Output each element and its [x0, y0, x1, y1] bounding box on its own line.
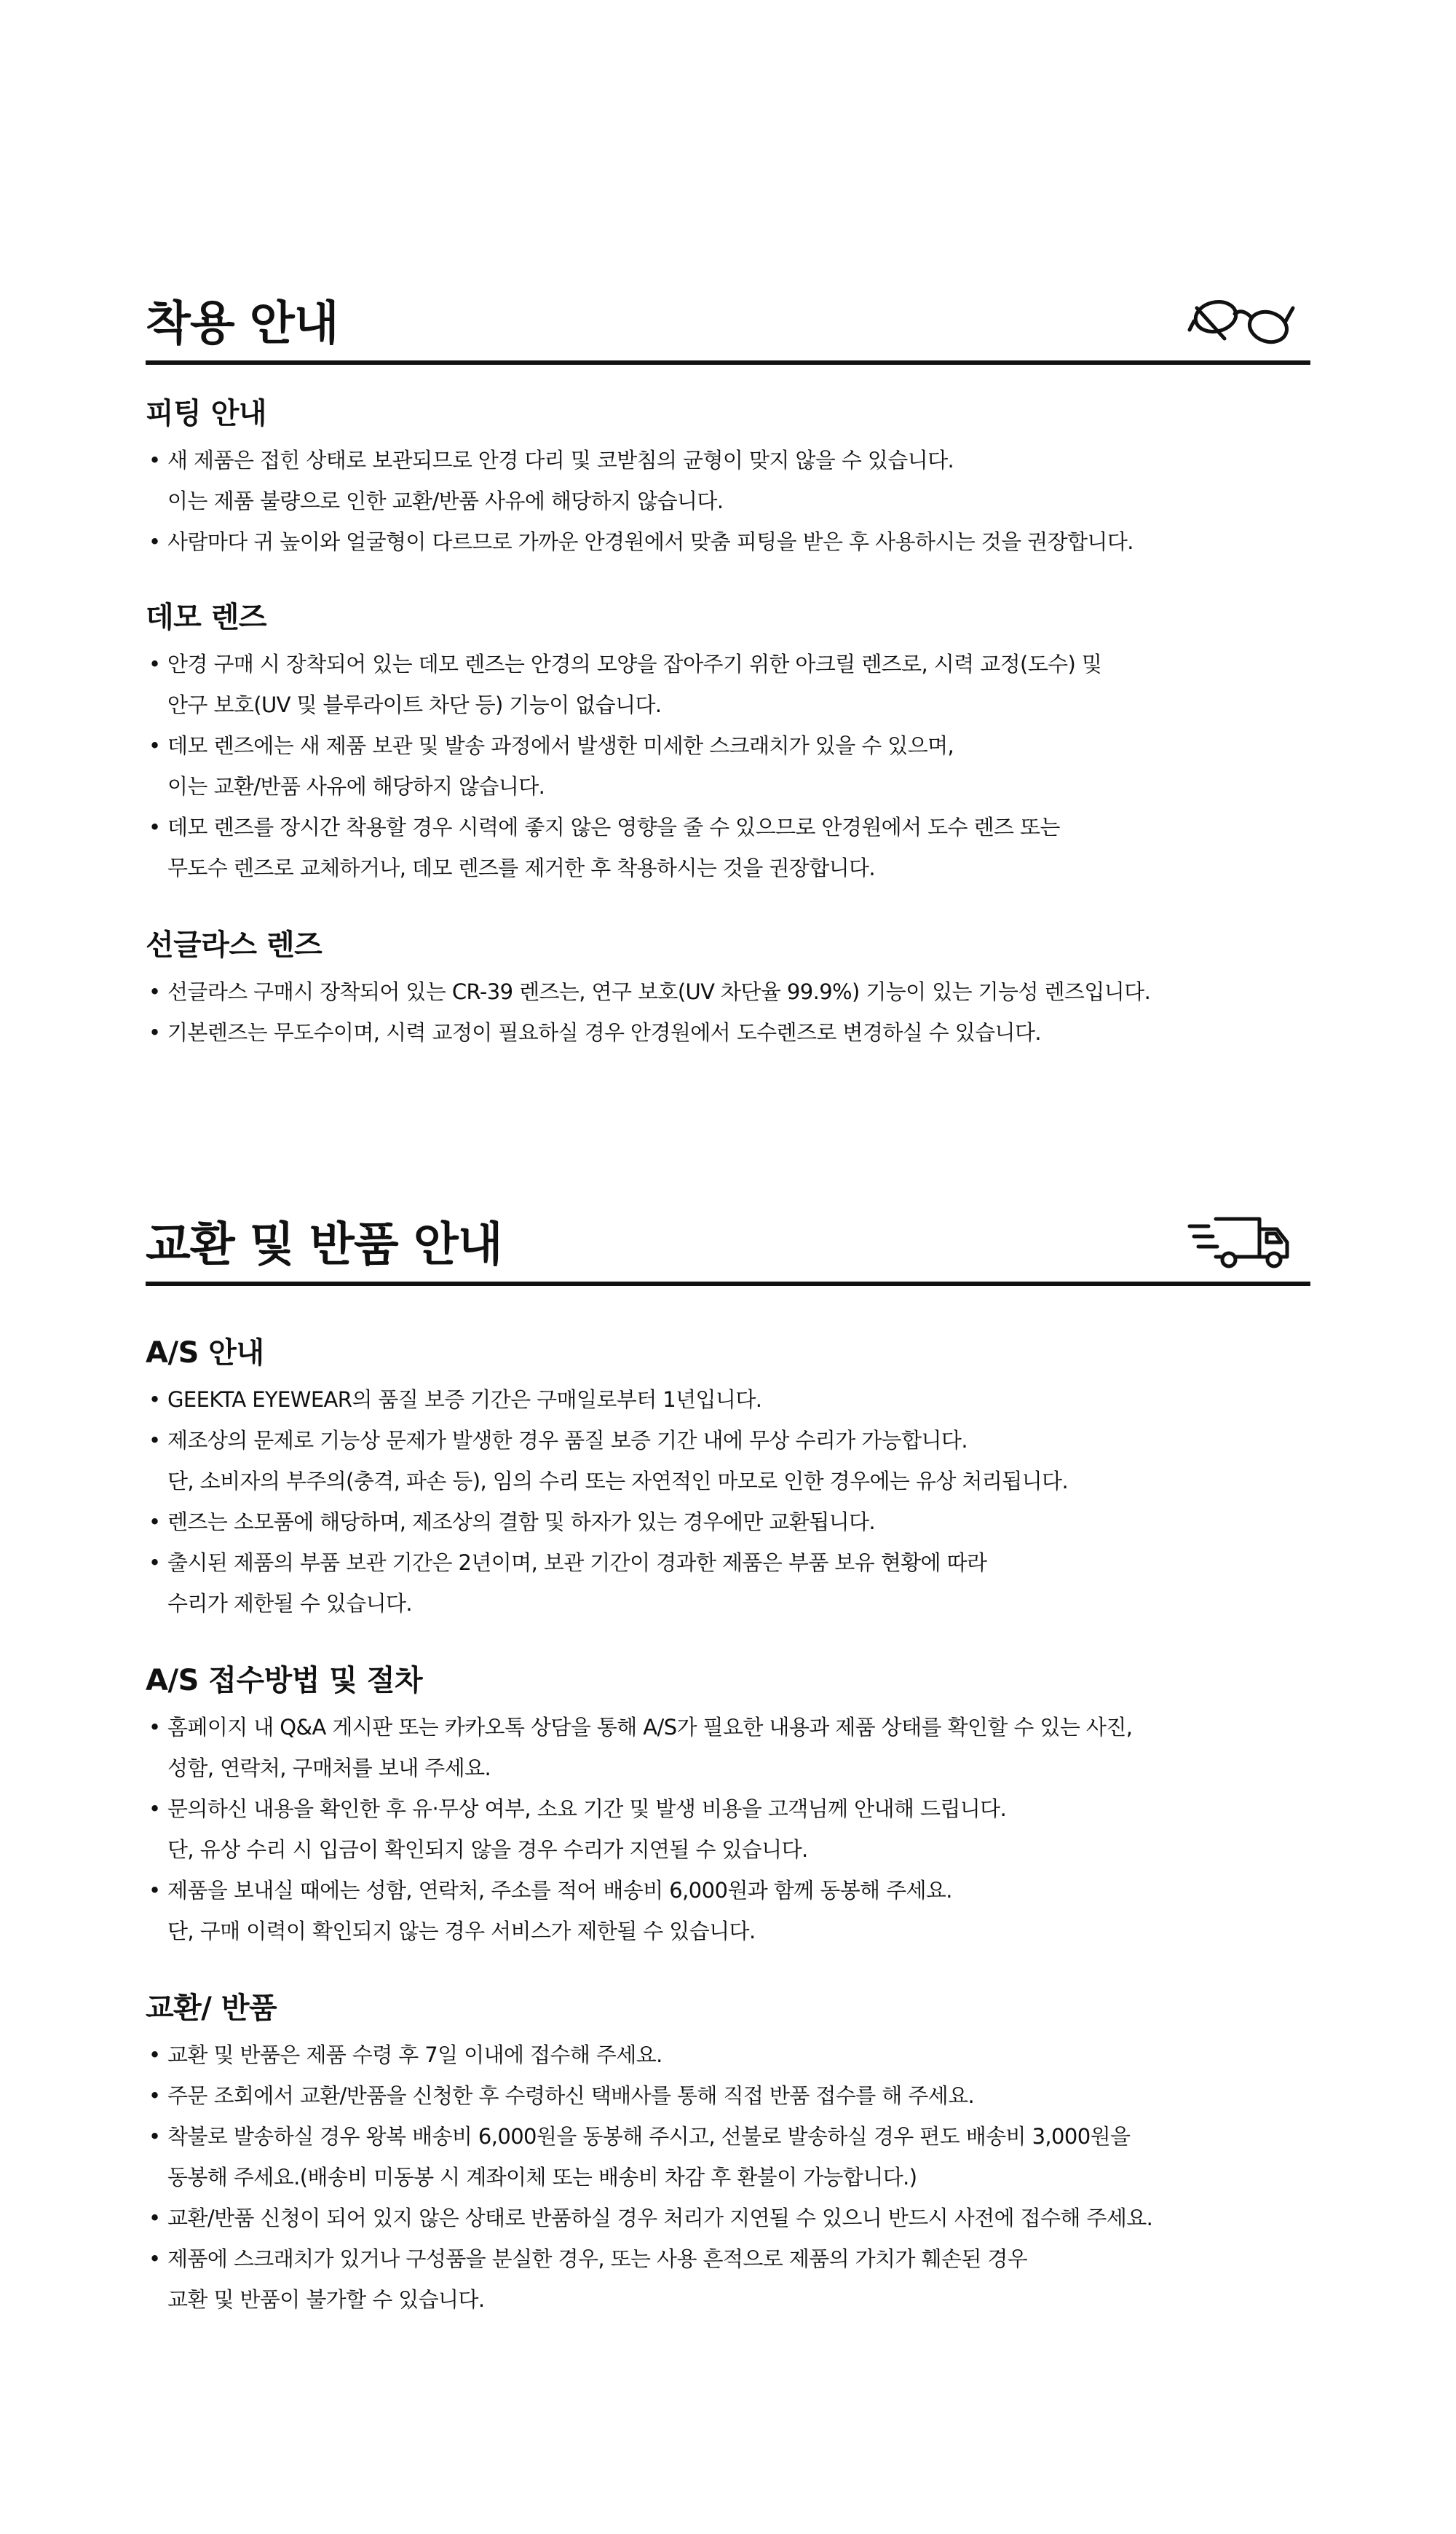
bullet-list: [146, 644, 1310, 888]
list-item-text: 홈페이지 내 Q&A 게시판 또는 카카오톡 상담을 통해 A/S가 필요한 내용과 제품 상태를 확인할 수 있는 사진, 성함, 연락처, 구매처를 보내 주세요.: [167, 1715, 1133, 1780]
subsection-title: 데모 렌즈: [146, 601, 266, 634]
list-item-text: 제조상의 문제로 기능상 문제가 발생한 경우 품질 보증 기간 내에 무상 수리가 가능합니다. 단, 소비자의 부주의(충격, 파손 등), 임의 수리 또는 자연적인 마모로 인한 경우에는 유상 처리됩니다.: [167, 1428, 1069, 1493]
bullet-list: [146, 2034, 1310, 2320]
list-item: • 기본렌즈는 무도수이며, 시력 교정이 필요하실 경우 안경원에서 도수렌즈로 변경하실 수 있습니다.: [149, 1020, 1041, 1045]
section-title: 교환 및 반품 안내: [146, 1218, 502, 1272]
list-item-text: 착불로 발송하실 경우 왕복 배송비 6,000원을 동봉해 주시고, 선불로 발송하실 경우 편도 배송비 3,000원을 동봉해 주세요.(배송비 미동봉 시 계좌이체 또는 배송비 차감 후 환불이 가능합니다.): [167, 2124, 1131, 2190]
list-item: • 문의하신 내용을 확인한 후 유·무상 여부, 소요 기간 및 발생 비용을 고객님께 안내해 드립니다. 단, 유상 수리 시 입금이 확인되지 않을 경우 수리가 지연될 수 있습니다.: [149, 1796, 1007, 1862]
section-divider: [146, 360, 1310, 365]
list-item-text: 사람마다 귀 높이와 얼굴형이 다르므로 가까운 안경원에서 맞춤 피팅을 받은 후 사용하시는 것을 권장합니다.: [167, 529, 1133, 554]
list-item: • 제품을 보내실 때에는 성함, 연락처, 주소를 적어 배송비 6,000원과 함께 동봉해 주세요. 단, 구매 이력이 확인되지 않는 경우 서비스가 제한될 수 있습니다.: [149, 1878, 952, 1943]
wearing-guide-section: [146, 288, 1310, 365]
subsection-title: 선글라스 렌즈: [146, 928, 323, 962]
list-item-text: 교환 및 반품은 제품 수령 후 7일 이내에 접수해 주세요.: [167, 2042, 662, 2067]
subsection-title: 교환/ 반품: [146, 1992, 277, 2025]
list-item: • 교환/반품 신청이 되어 있지 않은 상태로 반품하실 경우 처리가 지연될 수 있으니 반드시 사전에 접수해 주세요.: [149, 2206, 1153, 2230]
bullet-list: [146, 1379, 1310, 1624]
list-item-text: 제품에 스크래치가 있거나 구성품을 분실한 경우, 또는 사용 흔적으로 제품의 가치가 훼손된 경우 교환 및 반품이 불가할 수 있습니다.: [167, 2246, 1028, 2312]
list-item-text: 교환/반품 신청이 되어 있지 않은 상태로 반품하실 경우 처리가 지연될 수 있으니 반드시 사전에 접수해 주세요.: [167, 2206, 1153, 2230]
list-item-text: 데모 렌즈에는 새 제품 보관 및 발송 과정에서 발생한 미세한 스크래치가 있을 수 있으며, 이는 교환/반품 사유에 해당하지 않습니다.: [167, 733, 954, 799]
list-item: • 사람마다 귀 높이와 얼굴형이 다르므로 가까운 안경원에서 맞춤 피팅을 받은 후 사용하시는 것을 권장합니다.: [149, 529, 1133, 554]
list-item: • 안경 구매 시 장착되어 있는 데모 렌즈는 안경의 모양을 잡아주기 위한 아크릴 렌즈로, 시력 교정(도수) 및 안구 보호(UV 및 블루라이트 차단 등) 기능이 없습니다.: [149, 652, 1102, 717]
list-item: • 렌즈는 소모품에 해당하며, 제조상의 결함 및 하자가 있는 경우에만 교환됩니다.: [149, 1509, 876, 1534]
glasses-icon: [1187, 292, 1296, 353]
section-divider: [146, 1282, 1310, 1286]
bullet-list: [146, 1707, 1310, 1951]
subsection-demo-lens: [146, 597, 1310, 888]
section-title: 착용 안내: [146, 297, 339, 351]
list-item: • 제품에 스크래치가 있거나 구성품을 분실한 경우, 또는 사용 흔적으로 제품의 가치가 훼손된 경우 교환 및 반품이 불가할 수 있습니다.: [149, 2246, 1028, 2312]
bullet-list: [146, 440, 1310, 562]
list-item: • 새 제품은 접힌 상태로 보관되므로 안경 다리 및 코받침의 균형이 맞지 않을 수 있습니다. 이는 제품 불량으로 인한 교환/반품 사유에 해당하지 않습니다.: [149, 448, 954, 513]
list-item-text: 기본렌즈는 무도수이며, 시력 교정이 필요하실 경우 안경원에서 도수렌즈로 변경하실 수 있습니다.: [167, 1020, 1041, 1045]
list-item-text: 새 제품은 접힌 상태로 보관되므로 안경 다리 및 코받침의 균형이 맞지 않을 수 있습니다. 이는 제품 불량으로 인한 교환/반품 사유에 해당하지 않습니다.: [167, 448, 954, 513]
list-item-text: GEEKTA EYEWEAR의 품질 보증 기간은 구매일로부터 1년입니다.: [167, 1387, 762, 1412]
bullet-list: [146, 971, 1310, 1053]
subsection-as-procedure: [146, 1660, 1310, 1951]
list-item-text: 데모 렌즈를 장시간 착용할 경우 시력에 좋지 않은 영향을 줄 수 있으므로 안경원에서 도수 렌즈 또는 무도수 렌즈로 교체하거나, 데모 렌즈를 제거한 후 착용하시는 것을 권장합니다.: [167, 815, 1060, 880]
list-item: • 제조상의 문제로 기능상 문제가 발생한 경우 품질 보증 기간 내에 무상 수리가 가능합니다. 단, 소비자의 부주의(충격, 파손 등), 임의 수리 또는 자연적인 마모로 인한 경우에는 유상 처리됩니다.: [149, 1428, 1069, 1493]
list-item-text: 렌즈는 소모품에 해당하며, 제조상의 결함 및 하자가 있는 경우에만 교환됩니다.: [167, 1509, 876, 1534]
subsection-title: 피팅 안내: [146, 397, 266, 430]
subsection-title: A/S 접수방법 및 절차: [146, 1664, 423, 1697]
list-item: • 교환 및 반품은 제품 수령 후 7일 이내에 접수해 주세요.: [149, 2042, 662, 2067]
list-item: • GEEKTA EYEWEAR의 품질 보증 기간은 구매일로부터 1년입니다.: [149, 1387, 762, 1412]
subsection-title: A/S 안내: [146, 1336, 264, 1370]
list-item-text: 문의하신 내용을 확인한 후 유·무상 여부, 소요 기간 및 발생 비용을 고객님께 안내해 드립니다. 단, 유상 수리 시 입금이 확인되지 않을 경우 수리가 지연될 수 있습니다.: [167, 1796, 1007, 1862]
section-header: [146, 288, 1310, 360]
list-item: • 선글라스 구매시 장착되어 있는 CR-39 렌즈는, 연구 보호(UV 차단율 99.9%) 기능이 있는 기능성 렌즈입니다.: [149, 979, 1151, 1004]
list-item-text: 제품을 보내실 때에는 성함, 연락처, 주소를 적어 배송비 6,000원과 함께 동봉해 주세요. 단, 구매 이력이 확인되지 않는 경우 서비스가 제한될 수 있습니다.: [167, 1878, 952, 1943]
list-item: • 홈페이지 내 Q&A 게시판 또는 카카오톡 상담을 통해 A/S가 필요한 내용과 제품 상태를 확인할 수 있는 사진, 성함, 연락처, 구매처를 보내 주세요.: [149, 1715, 1133, 1780]
list-item: • 착불로 발송하실 경우 왕복 배송비 6,000원을 동봉해 주시고, 선불로 발송하실 경우 편도 배송비 3,000원을 동봉해 주세요.(배송비 미동봉 시 계좌이체 또는 배송비 차감 후 환불이 가능합니다.): [149, 2124, 1131, 2190]
list-item-text: 주문 조회에서 교환/반품을 신청한 후 수령하신 택배사를 통해 직접 반품 접수를 해 주세요.: [167, 2083, 975, 2108]
delivery-truck-icon: [1187, 1213, 1296, 1274]
subsection-as-info: [146, 1333, 1310, 1624]
subsection-fitting: [146, 393, 1310, 562]
list-item: • 데모 렌즈에는 새 제품 보관 및 발송 과정에서 발생한 미세한 스크래치가 있을 수 있으며, 이는 교환/반품 사유에 해당하지 않습니다.: [149, 733, 954, 799]
subsection-sunglass-lens: [146, 925, 1310, 1053]
list-item-text: 출시된 제품의 부품 보관 기간은 2년이며, 보관 기간이 경과한 제품은 부품 보유 현황에 따라 수리가 제한될 수 있습니다.: [167, 1550, 987, 1616]
exchange-guide-section: [146, 1209, 1310, 1286]
list-item-text: 선글라스 구매시 장착되어 있는 CR-39 렌즈는, 연구 보호(UV 차단율 99.9%) 기능이 있는 기능성 렌즈입니다.: [167, 979, 1151, 1004]
section-header: [146, 1209, 1310, 1282]
subsection-exchange-return: [146, 1988, 1310, 2320]
list-item: • 주문 조회에서 교환/반품을 신청한 후 수령하신 택배사를 통해 직접 반품 접수를 해 주세요.: [149, 2083, 975, 2108]
list-item: • 데모 렌즈를 장시간 착용할 경우 시력에 좋지 않은 영향을 줄 수 있으므로 안경원에서 도수 렌즈 또는 무도수 렌즈로 교체하거나, 데모 렌즈를 제거한 후 착용하시는 것을 권장합니다.: [149, 815, 1060, 880]
list-item-text: 안경 구매 시 장착되어 있는 데모 렌즈는 안경의 모양을 잡아주기 위한 아크릴 렌즈로, 시력 교정(도수) 및 안구 보호(UV 및 블루라이트 차단 등) 기능이 없습니다.: [167, 652, 1102, 717]
list-item: • 출시된 제품의 부품 보관 기간은 2년이며, 보관 기간이 경과한 제품은 부품 보유 현황에 따라 수리가 제한될 수 있습니다.: [149, 1550, 987, 1616]
